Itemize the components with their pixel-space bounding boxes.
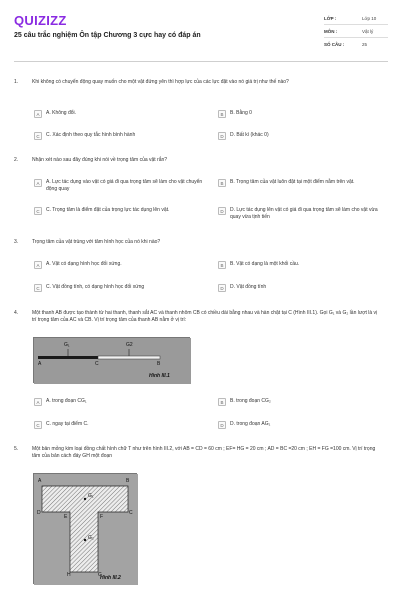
option-letter-box: A	[34, 110, 42, 118]
question-text: Nhận xét nào sau đây đúng khi nói về trọng tâm của vật rắn?	[32, 157, 168, 163]
option-text: D. Bất kì (khác 0)	[230, 132, 269, 138]
option-letter-box: C	[34, 132, 42, 140]
option-text: B. Vật có dạng là một khối cầu.	[230, 261, 300, 267]
question-text: Khi không có chuyển động quay muốn cho một vật đứng yên thì hợp lực của các lực đặt vào nó giá trị như thế nào?	[32, 79, 289, 85]
option-a[interactable]	[34, 179, 214, 192]
option-text: B. trong đoạn CG₂	[230, 398, 271, 404]
question-text: Trọng tâm của vật trùng với tâm hình học của nó khi nào?	[32, 239, 161, 245]
question-4	[14, 310, 388, 325]
label-c: C	[95, 361, 99, 367]
option-text: B. Trọng tâm của vật luôn đặt tại một điểm nằm trên vật.	[230, 179, 355, 185]
figure-caption: Hình III.1	[149, 373, 170, 379]
label-a: A	[38, 361, 42, 367]
meta-row-subject	[324, 25, 388, 38]
option-d[interactable]	[218, 284, 388, 291]
meta-label: MÔN :	[324, 28, 338, 34]
question-5	[14, 446, 388, 461]
question-number: 1.	[14, 79, 19, 85]
option-text: A. trong đoạn CG₁	[46, 398, 87, 404]
option-d[interactable]	[218, 207, 388, 220]
option-letter-box: A	[34, 398, 42, 406]
option-text: C. Vật đồng tính, có dạng hình học đối xứng	[46, 284, 145, 290]
question-2	[14, 157, 388, 164]
question-number: 2.	[14, 157, 19, 163]
label-g1: G₁	[64, 342, 70, 348]
label-g2: G2	[126, 342, 133, 348]
iron-rod-ac	[38, 356, 98, 359]
question-number: 3.	[14, 239, 19, 245]
option-letter-box: C	[34, 207, 42, 215]
option-text: B. Bằng 0	[230, 110, 252, 116]
question-1	[14, 79, 388, 86]
question-number: 5.	[14, 446, 19, 452]
option-a[interactable]	[34, 110, 194, 117]
option-b[interactable]	[218, 398, 388, 405]
option-text: C. ngay tại điểm C.	[46, 421, 89, 427]
figure-caption: Hình III.2	[100, 575, 121, 581]
option-letter-box: A	[34, 261, 42, 269]
option-c[interactable]	[34, 421, 204, 428]
option-letter-box: B	[218, 110, 226, 118]
option-c[interactable]	[34, 207, 214, 214]
option-letter-box: B	[218, 261, 226, 269]
option-letter-box: D	[218, 421, 226, 429]
option-letter-box: D	[218, 284, 226, 292]
meta-row-class	[324, 12, 388, 25]
label-g1: G₁	[88, 493, 94, 499]
figure-iii-1	[33, 337, 190, 383]
label-a: A	[38, 478, 42, 484]
label-b: B	[126, 478, 130, 484]
option-c[interactable]	[34, 132, 209, 139]
label-h: H	[67, 572, 71, 578]
label-g: G	[98, 572, 102, 578]
option-text: D. Vật đồng tính	[230, 284, 267, 290]
g2-point	[84, 539, 86, 541]
option-d[interactable]	[218, 421, 388, 428]
option-text: C. Xác định theo quy tắc hình bình hành	[46, 132, 136, 138]
option-text: D. trong đoạn AG₁	[230, 421, 271, 427]
option-text: A. Vật có dạng hình học đối xứng.	[46, 261, 122, 267]
option-a[interactable]	[34, 398, 204, 405]
option-text: A. Lực tác dụng vào vật có giá đi qua trọng tâm sẽ làm cho vật chuyển động quay	[46, 179, 203, 192]
option-letter-box: B	[218, 398, 226, 406]
option-text: D. Lực tác dụng lên vật có giá đi qua trọng tâm sẽ làm cho vật vừa quay vừa tịnh tiến	[230, 207, 378, 220]
document-meta	[324, 12, 388, 51]
label-b: B	[157, 361, 161, 367]
label-g2: G₂	[88, 535, 94, 541]
option-text: C. Trọng tâm là điểm đặt của trọng lực tác dụng lên vật.	[46, 207, 170, 213]
option-letter-box: C	[34, 284, 42, 292]
g1-point	[84, 498, 86, 500]
meta-value: 25	[362, 42, 368, 47]
label-e: E	[64, 514, 68, 520]
figure-iii-2	[33, 473, 137, 584]
option-b[interactable]	[218, 179, 388, 186]
option-letter-box: D	[218, 207, 226, 215]
question-3	[14, 239, 388, 246]
option-letter-box: B	[218, 179, 226, 187]
option-c[interactable]	[34, 284, 214, 291]
option-letter-box: C	[34, 421, 42, 429]
option-d[interactable]	[218, 132, 378, 139]
quizizz-logo: QUIZIZZ	[14, 13, 67, 28]
option-text: A. Không đổi.	[46, 110, 77, 116]
option-b[interactable]	[218, 261, 388, 268]
document-title: 25 câu trắc nghiệm Ôn tập Chương 3 cực hay có đáp án	[14, 32, 201, 39]
label-d: D	[37, 510, 41, 516]
meta-label: LỚP :	[324, 15, 337, 21]
aluminum-rod-cb	[98, 356, 160, 359]
t-plate-diagram	[34, 474, 138, 585]
meta-row-count	[324, 38, 388, 51]
header-divider	[14, 61, 388, 62]
question-text: Một bản mỏng kim loại đồng chất hình chữ T như trên hình III.2, với AB = CD = 60 cm ; EF= HG = 20 cm ; AD = BC =20 cm ; EH = FG =100 cm. Vị trí trọng tâm của bản cách đáy GH một đoạn	[32, 446, 376, 460]
label-f: F	[100, 514, 104, 520]
meta-value: Lớp 10	[362, 15, 377, 21]
question-number: 4.	[14, 310, 19, 316]
question-text: Một thanh AB được tạo thành từ hai thanh, thanh sắt AC và thanh nhôm CB có chiều dài bằng nhau và hàn chặt tại C (Hình III.1). Gọi G₁ và G₂ lần lượt là vị trí trọng tâm của AC và CB. Vị trí trọng tâm của thanh AB nằm ở vị trí:	[32, 310, 378, 324]
label-c: C	[129, 510, 133, 516]
option-a[interactable]	[34, 261, 209, 268]
meta-value: Vật lý	[362, 28, 374, 34]
meta-label: SỐ CÂU :	[324, 42, 345, 47]
option-letter-box: A	[34, 179, 42, 187]
option-b[interactable]	[218, 110, 378, 117]
option-letter-box: D	[218, 132, 226, 140]
